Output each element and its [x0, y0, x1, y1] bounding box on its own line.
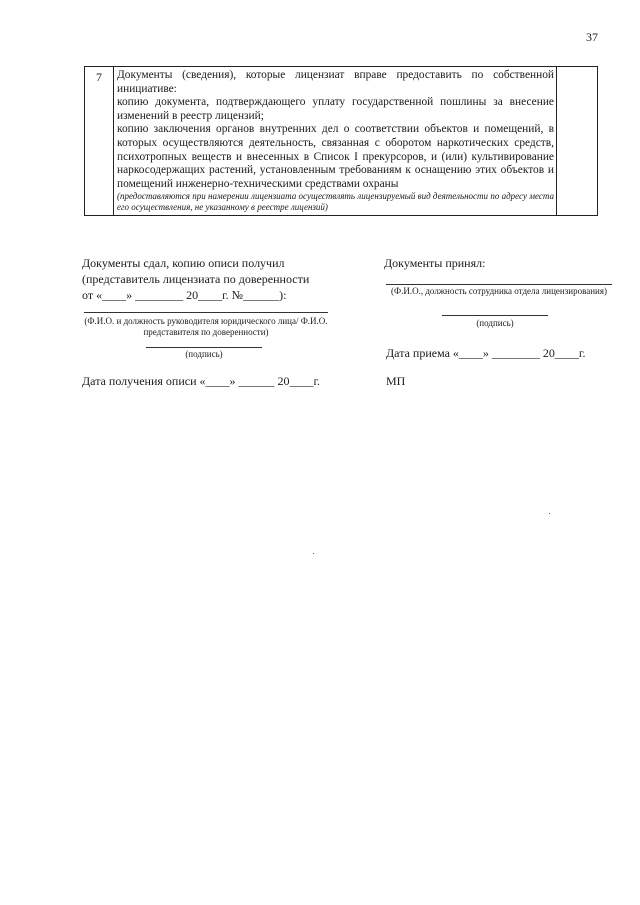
accept-date: Дата приема «____» ________ 20____г.	[386, 346, 586, 360]
submitter-fio-line	[84, 312, 328, 313]
italic-note: (предоставляются при намерении лицензиата осуществлять лицензируемый вид деятельности по адресу места его осуществления, не указанному в реестре лицензий)	[117, 191, 554, 213]
scan-speck	[313, 553, 314, 554]
submitter-fio-caption: (Ф.И.О. и должность руководителя юридического лица/ Ф.И.О. представителя по доверенности)	[84, 316, 328, 337]
receipt-date: Дата получения описи «____» ______ 20____г.	[82, 374, 321, 388]
paragraph-fee: копию документа, подтверждающего уплату государственной пошлины за внесение изменений в реестр лицензий;	[117, 96, 554, 122]
table-divider	[556, 67, 557, 215]
receiver-sign-line	[442, 315, 548, 316]
documents-table	[84, 66, 598, 216]
submitter-line-1: Документы сдал, копию описи получил	[82, 256, 285, 270]
submitter-sign-line	[146, 347, 262, 348]
page-number: 37	[586, 30, 598, 44]
paragraph-police: копию заключения органов внутренних дел о соответствии объектов и помещений, в которых осуществляются деятельность, связанная с оборотом наркотических средств, психотропных веществ и внесенных в Список I прекурсоров, и (или) культивирование наркосодержащих растений, установленным требованиям к оснащению этих объектов и помещений инженерно-техническими средствами охраны	[117, 123, 554, 190]
submitter-line-2: (представитель лицензиата по доверенности	[82, 272, 310, 286]
submitter-line-3: от «____» ________ 20____г. №______):	[82, 288, 287, 302]
submitter-block	[82, 255, 322, 303]
row-text	[117, 69, 554, 213]
scan-speck	[549, 513, 550, 514]
submitter-sign-caption: (подпись)	[185, 349, 223, 359]
paragraph-intro: Документы (сведения), которые лицензиат вправе предоставить по собственной инициативе:	[117, 69, 554, 95]
stamp-mark: МП	[386, 374, 406, 388]
receiver-fio-line	[386, 284, 612, 285]
receiver-fio-caption: (Ф.И.О., должность сотрудника отдела лицензирования)	[391, 286, 607, 296]
receiver-block	[384, 255, 614, 271]
receiver-title: Документы принял:	[384, 256, 486, 270]
receiver-sign-caption: (подпись)	[476, 318, 514, 328]
row-number: 7	[85, 67, 114, 215]
